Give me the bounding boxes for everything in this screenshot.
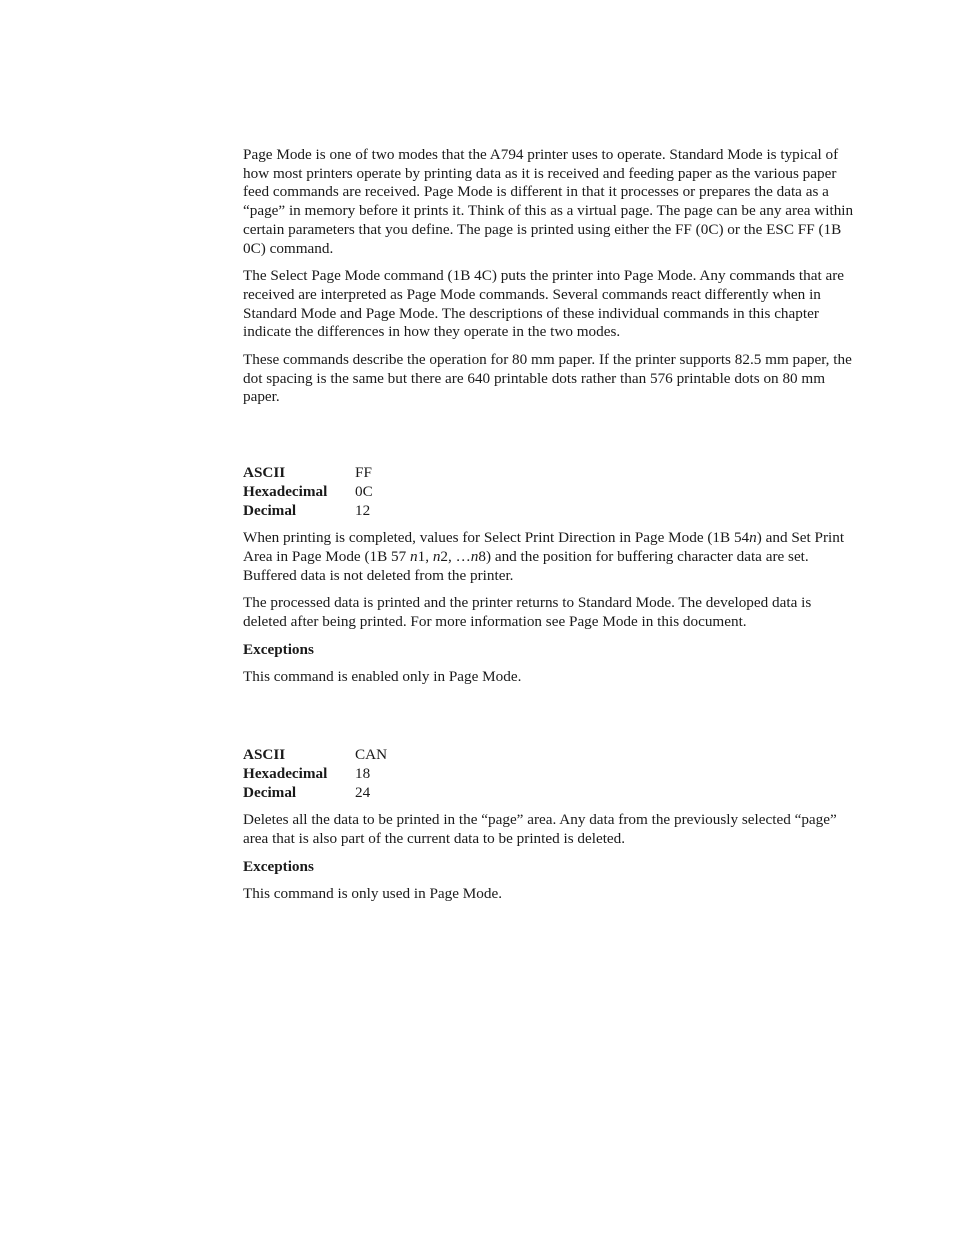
code-label: Hexadecimal [243, 764, 328, 782]
exceptions-heading: Exceptions [243, 640, 314, 658]
code-label: ASCII [243, 746, 286, 764]
code-row-ascii [243, 746, 387, 765]
document-page [243, 146, 855, 913]
text-run: 8) and the position for buffering character data are set. Buffered data is not deleted from the printer. [243, 547, 809, 584]
italic-n: n [470, 547, 479, 565]
ff-description-paragraph-2: The processed data is printed and the printer returns to Standard Mode. The developed data is deleted after being printed. For more information see Page Mode in this document. [243, 594, 812, 631]
code-value: 12 [355, 501, 371, 519]
section-gap [243, 416, 855, 464]
italic-n: n [410, 547, 418, 565]
italic-n: n [432, 547, 441, 565]
code-value: 18 [355, 764, 371, 782]
can-description-paragraph: Deletes all the data to be printed in the “page” area. Any data from the previously selected “page” area that is also part of the current data to be printed is deleted. [243, 811, 837, 847]
intro-paragraph: The Select Page Mode command (1B 4C) puts the printer into Page Mode. Any commands that are received are interpreted as Page Mode commands. Several commands react differently when in Standard Mode and Page Mode. The descriptions of these individual commands in this chapter indicate the differences in how they operate in the two modes. [243, 267, 845, 341]
section-gap [243, 696, 855, 746]
code-row-decimal [243, 502, 373, 521]
exceptions-text: This command is only used in Page Mode. [243, 885, 503, 903]
ff-code-table [243, 464, 373, 520]
code-value: 24 [355, 783, 371, 801]
code-value: CAN [355, 746, 388, 764]
text-run: 2, … [440, 547, 471, 565]
italic-n: n [749, 529, 757, 547]
code-label: Decimal [243, 501, 297, 519]
intro-paragraph: These commands describe the operation for 80 mm paper. If the printer supports 82.5 mm paper, the dot spacing is the same but there are 640 printable dots rather than 576 printable dots on 80 mm paper. [243, 351, 852, 406]
exceptions-heading: Exceptions [243, 857, 314, 875]
exceptions-text: This command is enabled only in Page Mode. [243, 668, 522, 686]
code-row-hexadecimal [243, 483, 373, 502]
code-value: FF [355, 464, 372, 482]
intro-paragraph: Page Mode is one of two modes that the A794 printer uses to operate. Standard Mode is typical of how most printers operate by printing data as it is received and feeding paper as the various paper feed commands are received. Page Mode is different in that it processes or prepares the data as a “page” in memory before it prints it. Think of this as a virtual page. The page can be any area within certain parameters that you define. The page is printed using either the FF (0C) or the ESC FF (1B 0C) command. [243, 146, 854, 257]
can-command-section [243, 746, 855, 904]
text-run: When printing is completed, values for Select Print Direction in Page Mode (1B 54 [243, 529, 750, 547]
code-row-hexadecimal [243, 765, 387, 784]
ff-description-paragraph [243, 529, 855, 585]
can-code-table [243, 746, 387, 802]
code-value: 0C [355, 482, 373, 500]
text-run: ) and Set Print Area in Page Mode (1B 57 [243, 529, 845, 565]
page-mode-intro [243, 146, 855, 407]
code-label: Decimal [243, 783, 297, 801]
code-row-ascii [243, 464, 373, 483]
code-row-decimal [243, 784, 387, 803]
code-label: ASCII [243, 464, 286, 482]
ff-command-section [243, 464, 855, 687]
code-label: Hexadecimal [243, 482, 328, 500]
text-run: 1, [417, 547, 433, 565]
